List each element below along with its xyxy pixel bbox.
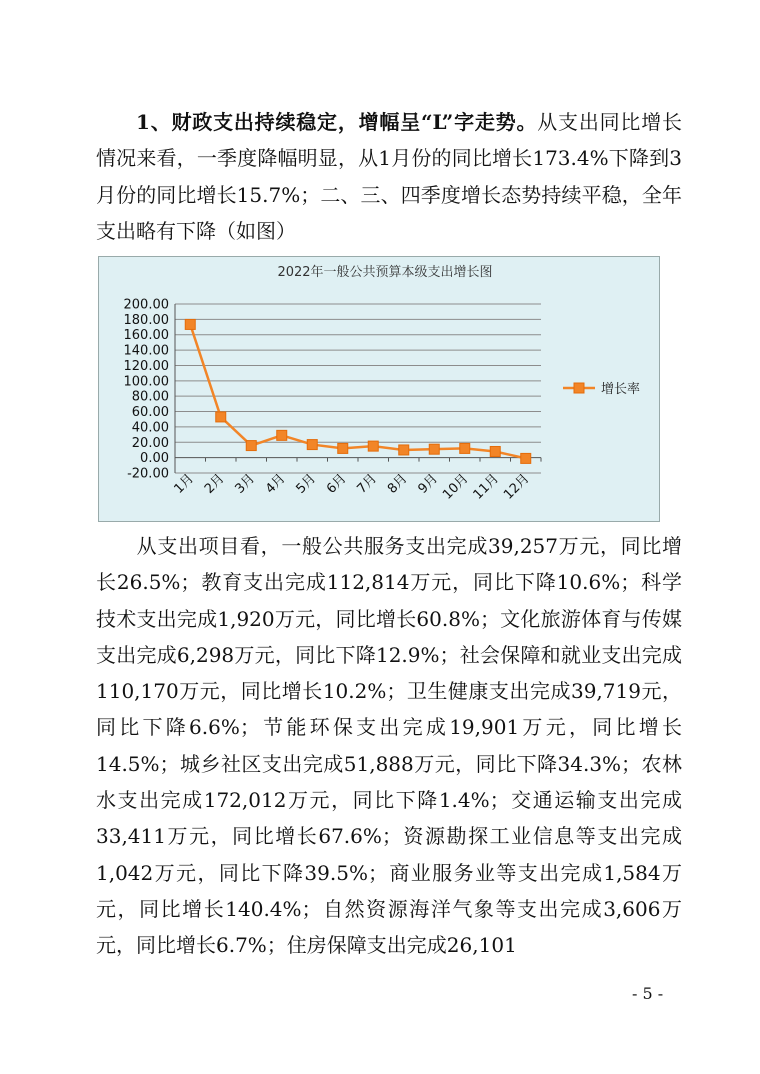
y-tick-label: 20.00 (131, 435, 169, 451)
y-tick-label: 40.00 (131, 420, 169, 436)
x-tick-label: 5月 (293, 471, 320, 497)
x-tick-label: 8月 (384, 471, 411, 497)
y-tick-label: 200.00 (123, 297, 169, 313)
x-tick-label: 2月 (201, 471, 228, 497)
x-tick-label: 11月 (470, 471, 503, 503)
y-tick-label: 160.00 (123, 328, 169, 344)
y-tick-label: 180.00 (123, 312, 169, 328)
y-tick-label: 0.00 (140, 451, 169, 467)
y-tick-label: 60.00 (131, 405, 169, 421)
data-point (490, 446, 500, 456)
expenditure-growth-chart (98, 256, 660, 522)
data-point (216, 412, 226, 422)
y-tick-label: -20.00 (127, 466, 169, 482)
chart-title: 2022年一般公共预算本级支出增长图 (277, 265, 493, 280)
x-tick-label: 7月 (354, 471, 381, 497)
paragraph-body: 从支出项目看，一般公共服务支出完成39,257万元，同比增长26.5%；教育支出完成112,814万元，同比下降10.6%；科学技术支出完成1,920万元，同比增长60.8%；文化旅游体育与传媒支出完成6,298万元，同比下降12.9%；社会保障和就业支出完成110,170万元，同比增长10.2%；卫生健康支出完成39,719元，同比下降6.6%；节能环保支出完成19,901万元，同比增长14.5%；城乡社区支出完成51,888万元，同比下降34.3%；农林水支出完成172,012万元，同比下降1.4%；交通运输支出完成33,411万元，同比增长67.6%；资源勘探工业信息等支出完成1,042万元，同比下降39.5%；商业服务业等支出完成1,584万元，同比增长140.4%；自然资源海洋气象等支出完成3,606万元，同比增长6.7%；住房保障支出完成26,101 (96, 534, 682, 958)
page-number: - 5 - (632, 984, 664, 1003)
x-tick-label: 6月 (323, 471, 350, 497)
x-tick-label: 9月 (415, 471, 442, 497)
series-line (190, 324, 526, 458)
legend-label: 增长率 (601, 382, 641, 397)
x-tick-label: 1月 (171, 471, 198, 497)
data-point (277, 430, 287, 440)
data-point (521, 453, 531, 463)
paragraph-body: 从支出同比增长情况来看，一季度降幅明显，从1月份的同比增长173.4%下降到3月份的同比增长15.7%；二、三、四季度增长态势持续平稳，全年支出略有下降（如图） (96, 110, 683, 243)
x-tick-label: 3月 (232, 471, 259, 497)
x-tick-label: 4月 (262, 471, 289, 497)
y-tick-label: 80.00 (131, 389, 169, 405)
y-tick-label: 140.00 (123, 343, 169, 359)
data-point (338, 443, 348, 453)
chart-svg (99, 257, 661, 523)
y-tick-label: 100.00 (123, 374, 169, 390)
data-point (429, 444, 439, 454)
y-tick-label: 120.00 (123, 358, 169, 374)
paragraph-heading: 1、财政支出持续稳定，增幅呈“L”字走势。 (136, 110, 538, 134)
data-point (246, 441, 256, 451)
legend-marker (574, 383, 584, 393)
data-point (307, 440, 317, 450)
paragraph-expenditure-trend (96, 104, 682, 249)
paragraph-expenditure-items (96, 528, 682, 964)
data-point (460, 443, 470, 453)
x-tick-label: 10月 (440, 471, 472, 503)
data-point (368, 441, 378, 451)
data-point (185, 319, 195, 329)
x-tick-label: 12月 (501, 471, 533, 503)
data-point (399, 445, 409, 455)
